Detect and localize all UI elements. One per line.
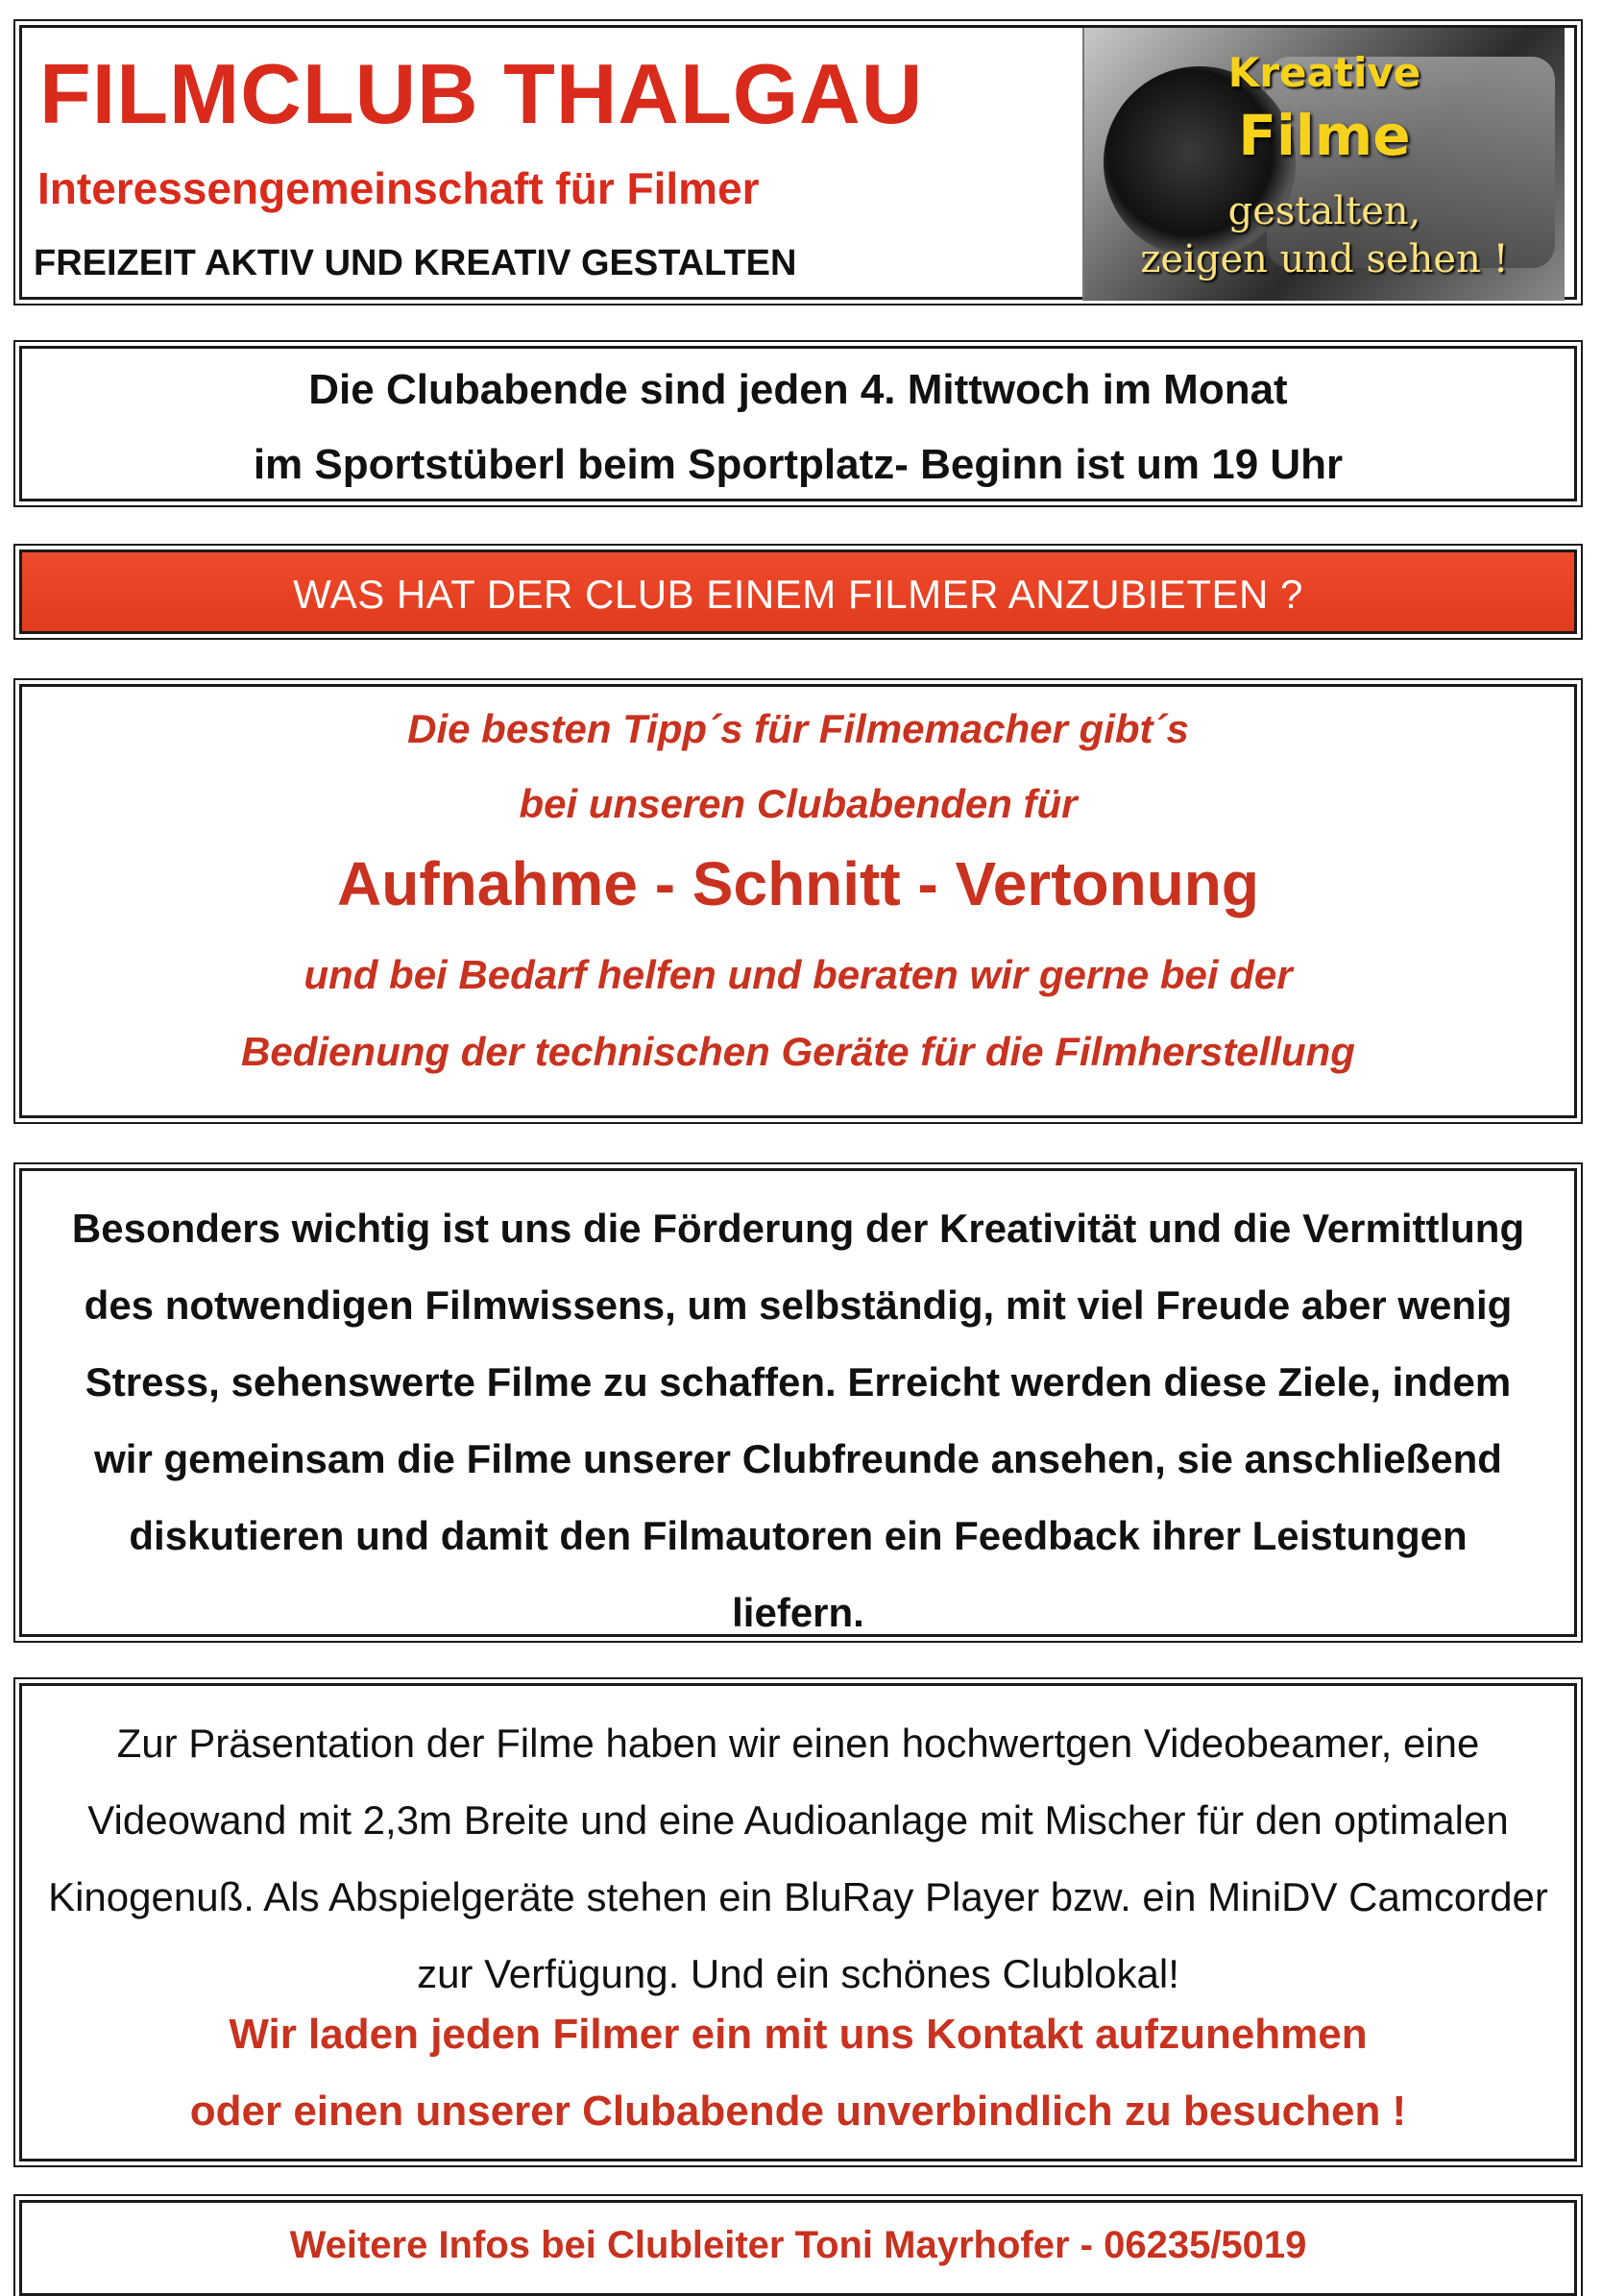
goals-paragraph: Besonders wichtig ist uns die Förderung der Kreativität und die Vermittlung des notwendigen Filmwissens, um selbständig, mit viel Freude aber wenig Stress, sehenswerte Filme zu schaffen. Erreicht werden diese Ziele, indem wir gemeinsam die Filme unserer Clubfreunde ansehen, sie anschließend diskutieren und damit den Filmautoren ein Feedback ihrer Leistungen liefern. <box>71 1206 1525 1635</box>
presentation-paragraph: Zur Präsentation der Filme haben wir einen hochwertgen Videobeamer, eine Videowand mit 2,3m Breite und eine Audioanlage mit Mischer für den optimalen Kinogenuß. Als Abspielgeräte stehen ein BluRay Player bzw. ein MiniDV Camcorder zur Verfügung. Und ein schönes Clublokal! <box>48 1721 1548 1996</box>
tips-line-2: bei unseren Clubabenden für <box>519 781 1078 826</box>
tips-box <box>19 684 1577 1118</box>
footer-box <box>19 2200 1577 2296</box>
club-slogan: FREIZEIT AKTIV UND KREATIV GESTALTEN <box>34 243 797 283</box>
schedule-box <box>19 346 1577 501</box>
tips-line-1: Die besten Tipp´s für Filmemacher gibt´s <box>407 706 1189 751</box>
tips-headline: Aufnahme - Schnitt - Vertonung <box>337 849 1259 918</box>
club-title: FILMCLUB THALGAU <box>39 46 924 141</box>
presentation-box <box>19 1683 1577 2162</box>
contact-info: Weitere Infos bei Clubleiter Toni Mayrhofer - 06235/5019 <box>289 2224 1307 2266</box>
tips-line-4: Bedienung der technischen Geräte für die Filmherstellung <box>241 1029 1355 1074</box>
logo-text-gestalten: gestalten, <box>1227 189 1421 233</box>
logo-text-kreative: Kreative <box>1227 49 1421 96</box>
logo-text-zeigen: zeigen und sehen ! <box>1140 237 1509 281</box>
header-box <box>19 25 1577 300</box>
tips-line-3: und bei Bedarf helfen und beraten wir gerne bei der <box>303 952 1293 997</box>
invite-line-1: Wir laden jeden Filmer ein mit uns Kontakt aufzunehmen <box>229 2011 1368 2058</box>
goals-box <box>19 1168 1577 1637</box>
schedule-line-1: Die Clubabende sind jeden 4. Mittwoch im Monat <box>308 366 1288 413</box>
offer-banner-text: WAS HAT DER CLUB EINEM FILMER ANZUBIETEN ? <box>293 572 1303 617</box>
invite-line-2: oder einen unserer Clubabende unverbindlich zu besuchen ! <box>189 2088 1407 2135</box>
offer-banner <box>19 550 1577 634</box>
logo-text-filme: Filme <box>1238 103 1411 168</box>
camera-logo-image <box>1082 28 1565 301</box>
club-subtitle: Interessengemeinschaft für Filmer <box>37 163 760 213</box>
schedule-line-2: im Sportstüberl beim Sportplatz- Beginn ist um 19 Uhr <box>253 441 1344 488</box>
